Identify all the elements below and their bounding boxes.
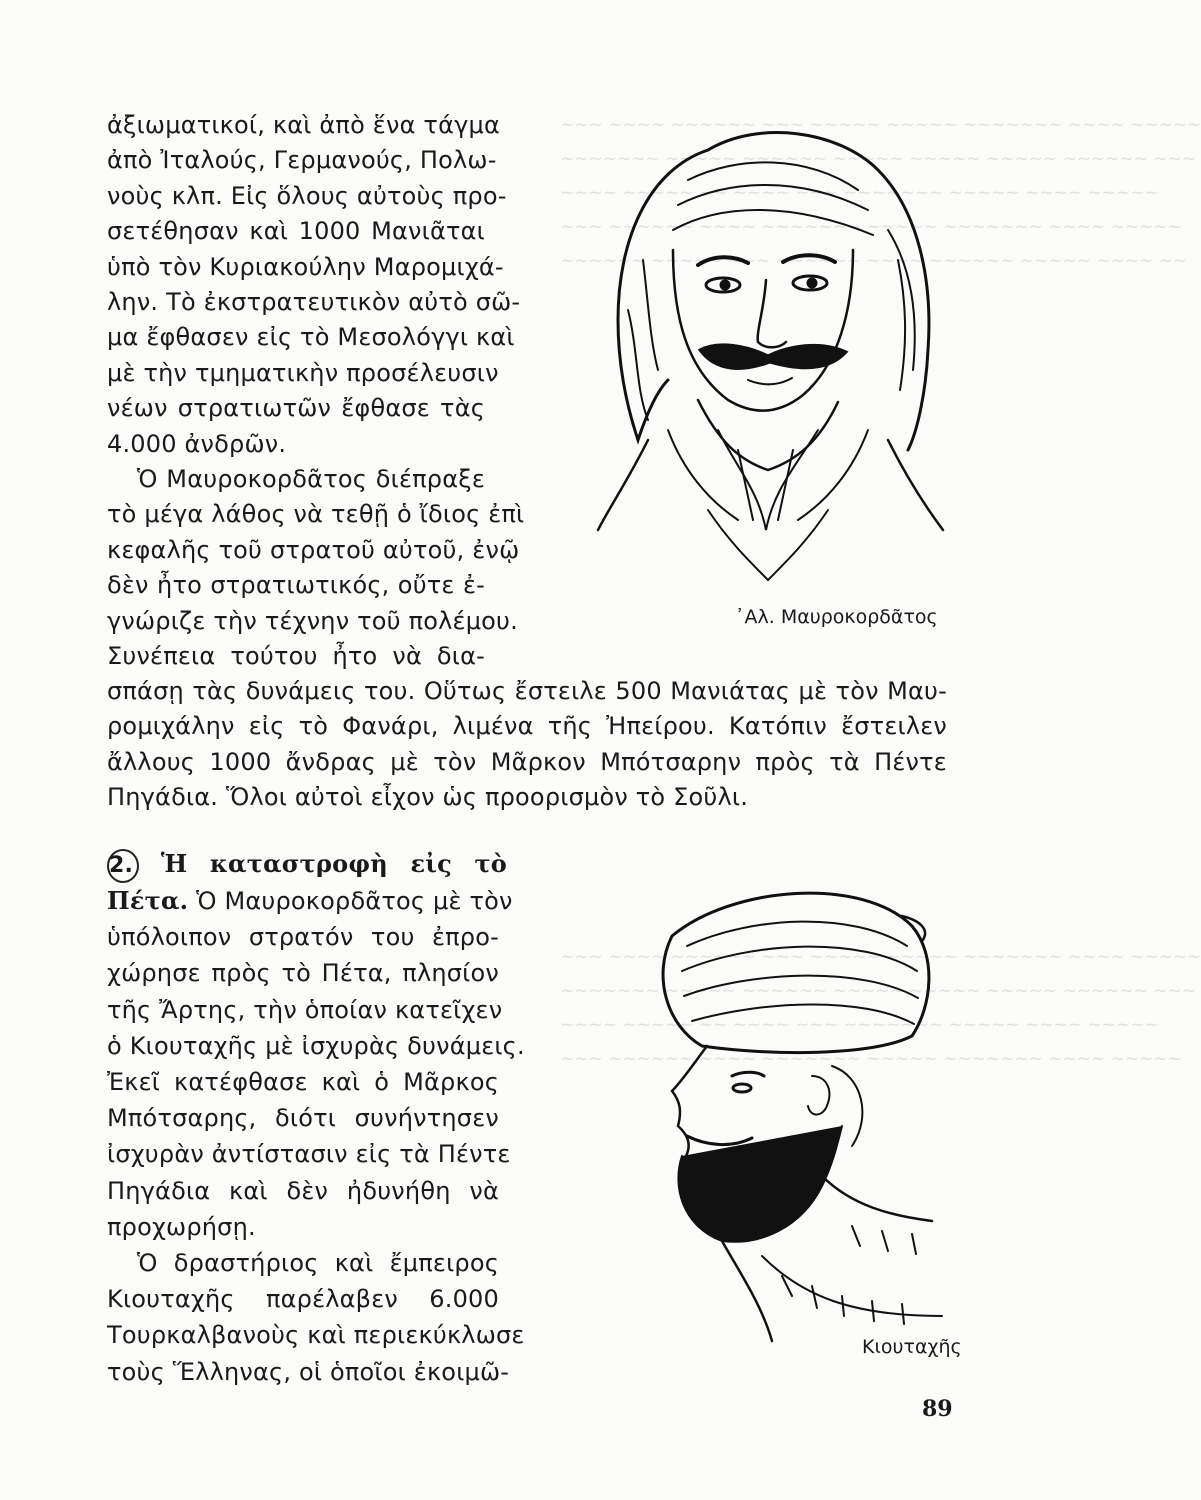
text-line: ἄλλους 1000 ἄνδρας μὲ τὸν Μᾶρκον Μπότσαρην πρὸς τὰ Πέντε [107, 747, 947, 776]
text-line: ἀξιωματικοί, καὶ ἀπὸ ἕνα τάγμα [107, 111, 500, 139]
text-line: Πηγάδια. Ὅλοι αὐτοὶ εἶχον ὡς προορισμὸν τὸ Σοῦλι. [107, 783, 749, 812]
show-through-texture-2: ~~~ ~~~~ ~~~~~~ ~~~ ~~~~~ ~~~~~ ~~~~~~~ ~~~~ ~~~~~ ~~~~~~~ ~~~~~ ~~~~~~ ~~~~~ ~~~~~ ~~~~~ ~~~~~~ ~~~ ~~~~ ~~~~~ ~~ ~~~~ ~~~ ~~~~~~~ ~~~~~ ~~~~ ~~~~~ ~~~ ~~~~~~ ~~~~ ~~~~~~~ ~~~~~ ~~~~~~~ ~~~~ ~~~~~ [560, 947, 1201, 1069]
text-line: τῆς Ἄρτης, τὴν ὁποίαν κατεῖχεν [107, 995, 503, 1024]
text-line: τοὺς Ἕλληνας, οἱ ὁποῖοι ἐκοιμῶ- [107, 1357, 510, 1386]
paragraph-block-1 [107, 108, 525, 675]
text-line [107, 883, 513, 919]
section-title: Ἡ καταστροφὴ εἰς τὸ [160, 849, 507, 878]
text-line: προχωρήσῃ. [107, 1212, 256, 1241]
section-2 [107, 846, 525, 1390]
text-line: ὑπὸ τὸν Κυριακούλην Μαρομιχά- [107, 252, 504, 281]
text-line: ἰσχυρὰν ἀντίστασιν εἰς τὰ Πέντε [107, 1140, 511, 1169]
text-line: ὁ Κιουταχῆς μὲ ἰσχυρὰς δυνάμεις. [107, 1031, 525, 1060]
text-line: ἀπὸ Ἰταλούς, Γερμανούς, Πολω- [107, 146, 497, 175]
show-through-texture: ~~~ ~~~~ ~~~~~~ ~~~ ~~~~~ ~~~~~ ~~~~~~~ ~~~~ ~~~~~ ~~~~~~~ ~~~~~ ~~~~~~ ~~~~~ ~~~~~ ~~~~~ ~~~~~~ ~~~ ~~~~ ~~~~~ ~~ ~~~~ ~~~ ~~~~~~~ ~~~~~ ~~~~ ~~~~~ ~~~ ~~~~~~ ~~~~ ~~~~~~~ ~~~~~ ~~~~~~~ ~~~~ ~~~~~ ~~~~~~ ~~~~~ ~~~ ~~~~~~ ~~~~ ~~~~~~ ~~~~~ ~~~~ ~~ [560, 115, 1201, 271]
text-line: κεφαλῆς τοῦ στρατοῦ αὐτοῦ, ἐνῷ [107, 535, 520, 564]
portrait-mavrokordatos-illustration [588, 110, 948, 610]
text-line: Πηγάδια καὶ δὲν ἠδυνήθη νὰ [107, 1176, 499, 1205]
text-line: δὲν ἦτο στρατιωτικός, οὔτε ἐ- [107, 571, 485, 600]
page-number: 89 [922, 1396, 953, 1422]
caption-kioutahis: Κιουταχῆς [862, 1336, 962, 1358]
text-line: λην. Τὸ ἐκστρατευτικὸν αὐτὸ σῶ- [107, 288, 521, 317]
text-line: μα ἔφθασεν εἰς τὸ Μεσολόγγι καὶ [107, 323, 515, 352]
text-line: σπάσῃ τὰς δυνάμεις του. Οὕτως ἔστειλε 500 Μανιάτας μὲ τὸν Μαυ- [107, 677, 947, 705]
text-line: νέων στρατιωτῶν ἔφθασε τὰς [107, 394, 485, 423]
text-line: Ἐκεῖ κατέφθασε καὶ ὁ Μᾶρκος [107, 1068, 499, 1097]
text-line: μὲ τὴν τμηματικὴν προσέλευσιν [107, 358, 499, 387]
text-line: Τουρκαλβανοὺς καὶ περιεκύκλωσε [107, 1321, 525, 1350]
text-line: Κιουταχῆς παρέλαβεν 6.000 [107, 1285, 499, 1314]
portrait-kioutahis-illustration [612, 876, 952, 1346]
text-line: τὸ μέγα λάθος νὰ τεθῇ ὁ ἴδιος ἐπὶ [107, 500, 525, 529]
text-line: 4.000 ἀνδρῶν. [107, 429, 287, 458]
text-line: χώρησε πρὸς τὸ Πέτα, πλησίον [107, 959, 499, 988]
text-line: σετέθησαν καὶ 1000 Μανιᾶται [107, 217, 485, 246]
section-number: 2. [107, 849, 139, 883]
text-line: ὑπόλοιπον στρατόν του ἐπρο- [107, 923, 499, 952]
text-line: Ὁ Μαυροκορδᾶτος διέπραξε [137, 465, 485, 494]
text-line: Μπότσαρης, διότι συνήντησεν [107, 1104, 499, 1133]
caption-mavrokordatos: ᾿Αλ. Μαυροκορδᾶτος [735, 606, 938, 628]
text-line: ρομιχάλην εἰς τὸ Φανάρι, λιμένα τῆς Ἠπείρου. Κατόπιν ἔστειλεν [107, 712, 947, 741]
text-line: νοὺς κλπ. Εἰς ὅλους αὐτοὺς προ- [107, 181, 507, 210]
section-title-cont: Πέτα. [107, 886, 189, 915]
text-line: γνώριζε τὴν τέχνην τοῦ πολέμου. [107, 606, 518, 635]
text-line: Ὁ δραστήριος καὶ ἔμπειρος [137, 1249, 499, 1278]
section-heading [107, 846, 507, 883]
text-line: Συνέπεια τούτου ἦτο νὰ δια- [107, 642, 485, 671]
text-fragment: Ὁ Μαυροκορδᾶτος μὲ τὸν [196, 887, 513, 915]
paragraph-block-2 [107, 674, 947, 816]
